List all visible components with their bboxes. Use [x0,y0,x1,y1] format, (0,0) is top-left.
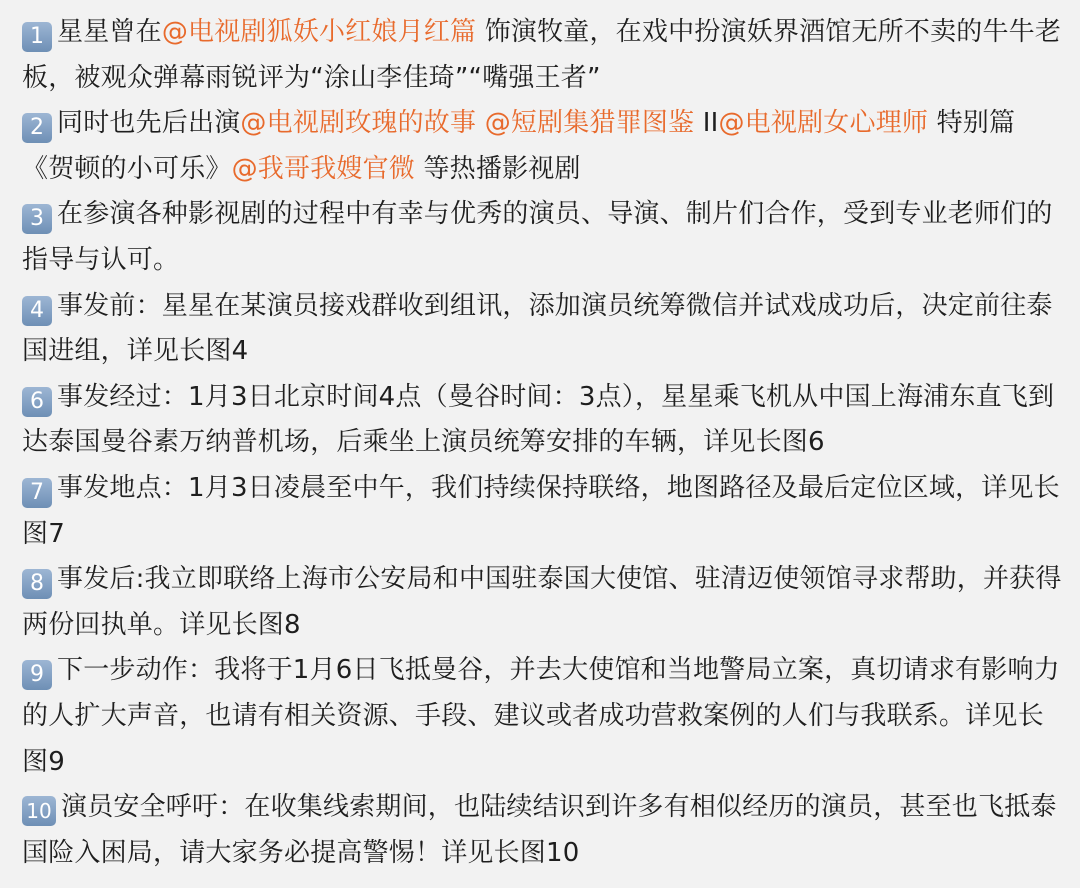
list-item [22,101,1062,192]
list-item [22,557,1062,648]
number-badge-icon: 10 [22,796,56,826]
mention-link[interactable]: @短剧集猎罪图鉴 [484,108,695,139]
item-text [476,108,484,138]
number-badge-icon: 8 [22,569,52,599]
number-badge-icon: 2 [22,113,52,143]
item-text: 事发后:我立即联络上海市公安局和中国驻泰国大使馆、驻清迈使领馆寻求帮助，并获得两份回执单。详见长图8 [22,564,1062,640]
list-item [22,375,1062,466]
mention-link[interactable]: @电视剧玫瑰的故事 [240,108,477,139]
item-text: 在参演各种影视剧的过程中有幸与优秀的演员、导演、制片们合作，受到专业老师们的指导与认可。 [22,199,1053,275]
item-text: 特别篇《贺顿的小可乐》 [22,108,1016,184]
item-text: 星星曾在 [57,17,162,47]
number-badge-icon: 7 [22,478,52,508]
item-text: 事发地点：1月3日凌晨至中午，我们持续保持联络，地图路径及最后定位区域，详见长图7 [22,472,1060,549]
item-text: 同时也先后出演 [57,108,241,139]
item-text: 事发前：星星在某演员接戏群收到组讯，添加演员统筹微信并试戏成功后，决定前往泰国进组，详见长图4 [22,290,1053,367]
item-text: 事发经过：1月3日北京时间4点（曼谷时间：3点），星星乘飞机从中国上海浦东直飞到达泰国曼谷素万纳普机场，后乘坐上演员统筹安排的车辆，详见长图6 [22,381,1055,458]
item-text: 演员安全呼吁：在收集线索期间，也陆续结识到许多有相似经历的演员，甚至也飞抵泰国险入困局，请大家务必提高警惕！详见长图10 [22,792,1057,868]
list-item [22,648,1062,785]
number-badge-icon: 4 [22,296,52,326]
number-badge-icon: 6 [22,387,52,417]
list-item [22,10,1062,101]
list-item [22,466,1062,557]
number-badge-icon: 9 [22,660,52,690]
mention-link[interactable]: @电视剧狐妖小红娘月红篇 [161,17,477,47]
mention-link[interactable]: @我哥我嫂官微 [231,153,416,184]
number-badge-icon: 1 [22,22,52,52]
number-badge-icon: 3 [22,204,52,234]
item-text: 饰演牧童，在戏中扮演妖界酒馆无所不卖的牛牛老板，被观众弹幕雨锐评为“涂山李佳琦”“嘴强王者” [22,17,1062,93]
list-item [22,284,1062,375]
item-text: II [694,108,719,139]
list-item [22,785,1062,876]
mention-link[interactable]: @电视剧女心理师 [718,108,929,139]
list-item [22,192,1062,283]
item-text: 等热播影视剧 [415,153,581,184]
item-text: 下一步动作：我将于1月6日飞抵曼谷，并去大使馆和当地警局立案，真切请求有影响力的人扩大声音，也请有相关资源、手段、建议或者成功营救案例的人们与我联系。详见长图9 [22,655,1060,777]
